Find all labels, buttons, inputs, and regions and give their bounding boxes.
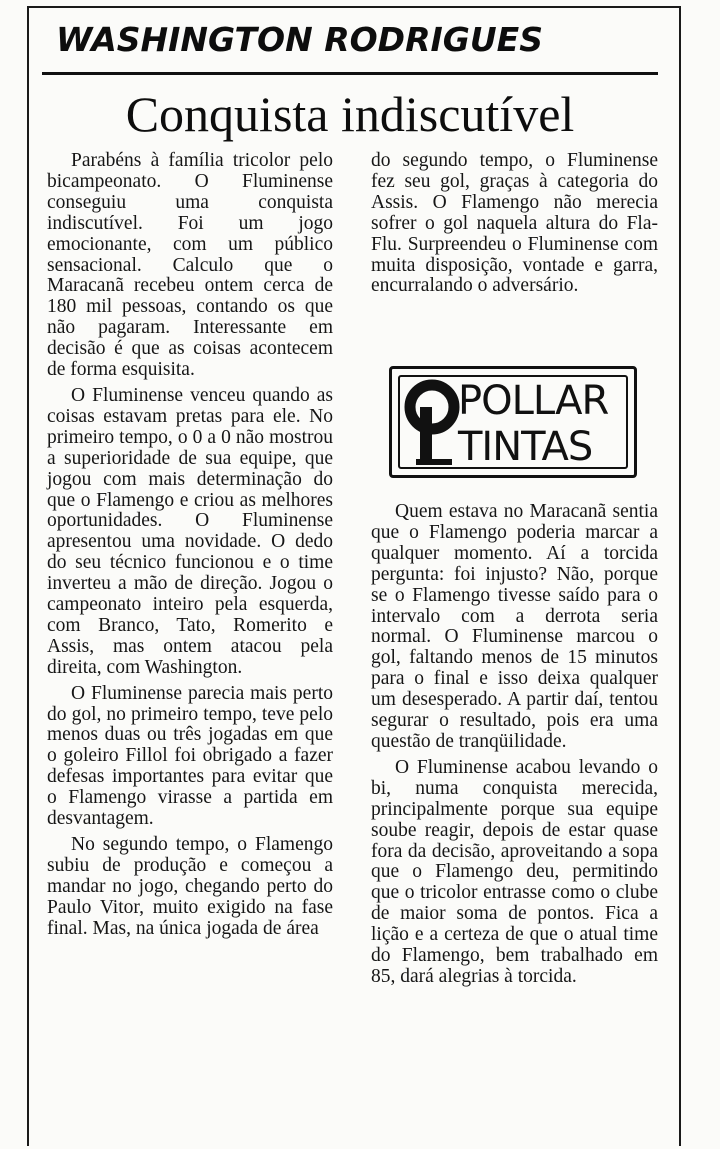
byline-rule xyxy=(42,72,658,75)
paragraph: do segundo tempo, o Fluminense fez seu gol, graças à categoria do Assis. O Flamengo não merecia sofrer o gol naquela altura do Fla-Flu. Surpreendeu o Fluminense com muita disposição, vontade e garra, encurralando o adversário. xyxy=(371,150,658,297)
paragraph: Quem estava no Maracanã sentia que o Flamengo poderia marcar a qualquer momento. Aí a torcida pergunta: foi injusto? Não, porque se o Flamengo tivesse saído para o intervalo com a derrota seria normal. O Fluminense marcou o gol, faltando menos de 15 minutos para o final e isso deixa qualquer um desesperado. A partir daí, tentou segurar o resultado, pois era uma questão de tranqüilidade. xyxy=(371,501,658,752)
advert-line-2: TINTAS xyxy=(458,424,593,470)
right-column-bottom xyxy=(371,502,658,993)
paragraph: Parabéns à família tricolor pelo bicampeonato. O Fluminense conseguiu uma conquista indiscutível. Foi um jogo emocionante, com um público sensacional. Calculo que o Maracanã recebeu ontem cerca de 180 mil pessoas, contando os que não pagaram. Interessante em decisão é que as coisas acontecem de forma esquisita. xyxy=(47,150,333,381)
right-column-top xyxy=(371,151,658,302)
advert-line-1: POLLAR xyxy=(458,378,609,424)
paragraph: O Fluminense acabou levando o bi, numa conquista merecida, principalmente porque sua equipe soube reagir, depois de estar quase fora da decisão, aproveitando a sopa que o Flamengo deu, permitindo que o tricolor entrasse como o clube de maior soma de pontos. Fica a lição e a certeza de que o atual time do Flamengo, bem trabalhado em 85, dará alegrias à torcida. xyxy=(371,756,658,987)
pollar-p-logo-icon xyxy=(402,379,462,471)
paragraph: No segundo tempo, o Flamengo subiu de produção e começou a mandar no jogo, chegando perto do Paulo Vitor, muito exigido na fase final. Mas, na única jogada de área xyxy=(47,834,333,939)
pollar-tintas-advert xyxy=(389,366,637,478)
left-column xyxy=(47,151,333,945)
headline: Conquista indiscutível xyxy=(125,86,575,142)
paragraph: O Fluminense venceu quando as coisas estavam pretas para ele. No primeiro tempo, o 0 a 0 não mostrou a superioridade de sua equipe, que jogou com mais determinação do que o Flamengo e criou as melhores oportunidades. O Fluminense apresentou uma novidade. O dedo do seu técnico funcionou e o time inverteu a mão de direção. Jogou o campeonato inteiro pela esquerda, com Branco, Tato, Romerito e Assis, mas ontem atacou pela direita, com Washington. xyxy=(47,384,333,678)
paragraph: O Fluminense parecia mais perto do gol, no primeiro tempo, teve pelo menos duas ou três jogadas em que o goleiro Fillol foi obrigado a fazer defesas importantes para evitar que o Flamengo virasse a partida em desvantagem. xyxy=(47,682,333,830)
byline: WASHINGTON RODRIGUES xyxy=(56,20,543,59)
